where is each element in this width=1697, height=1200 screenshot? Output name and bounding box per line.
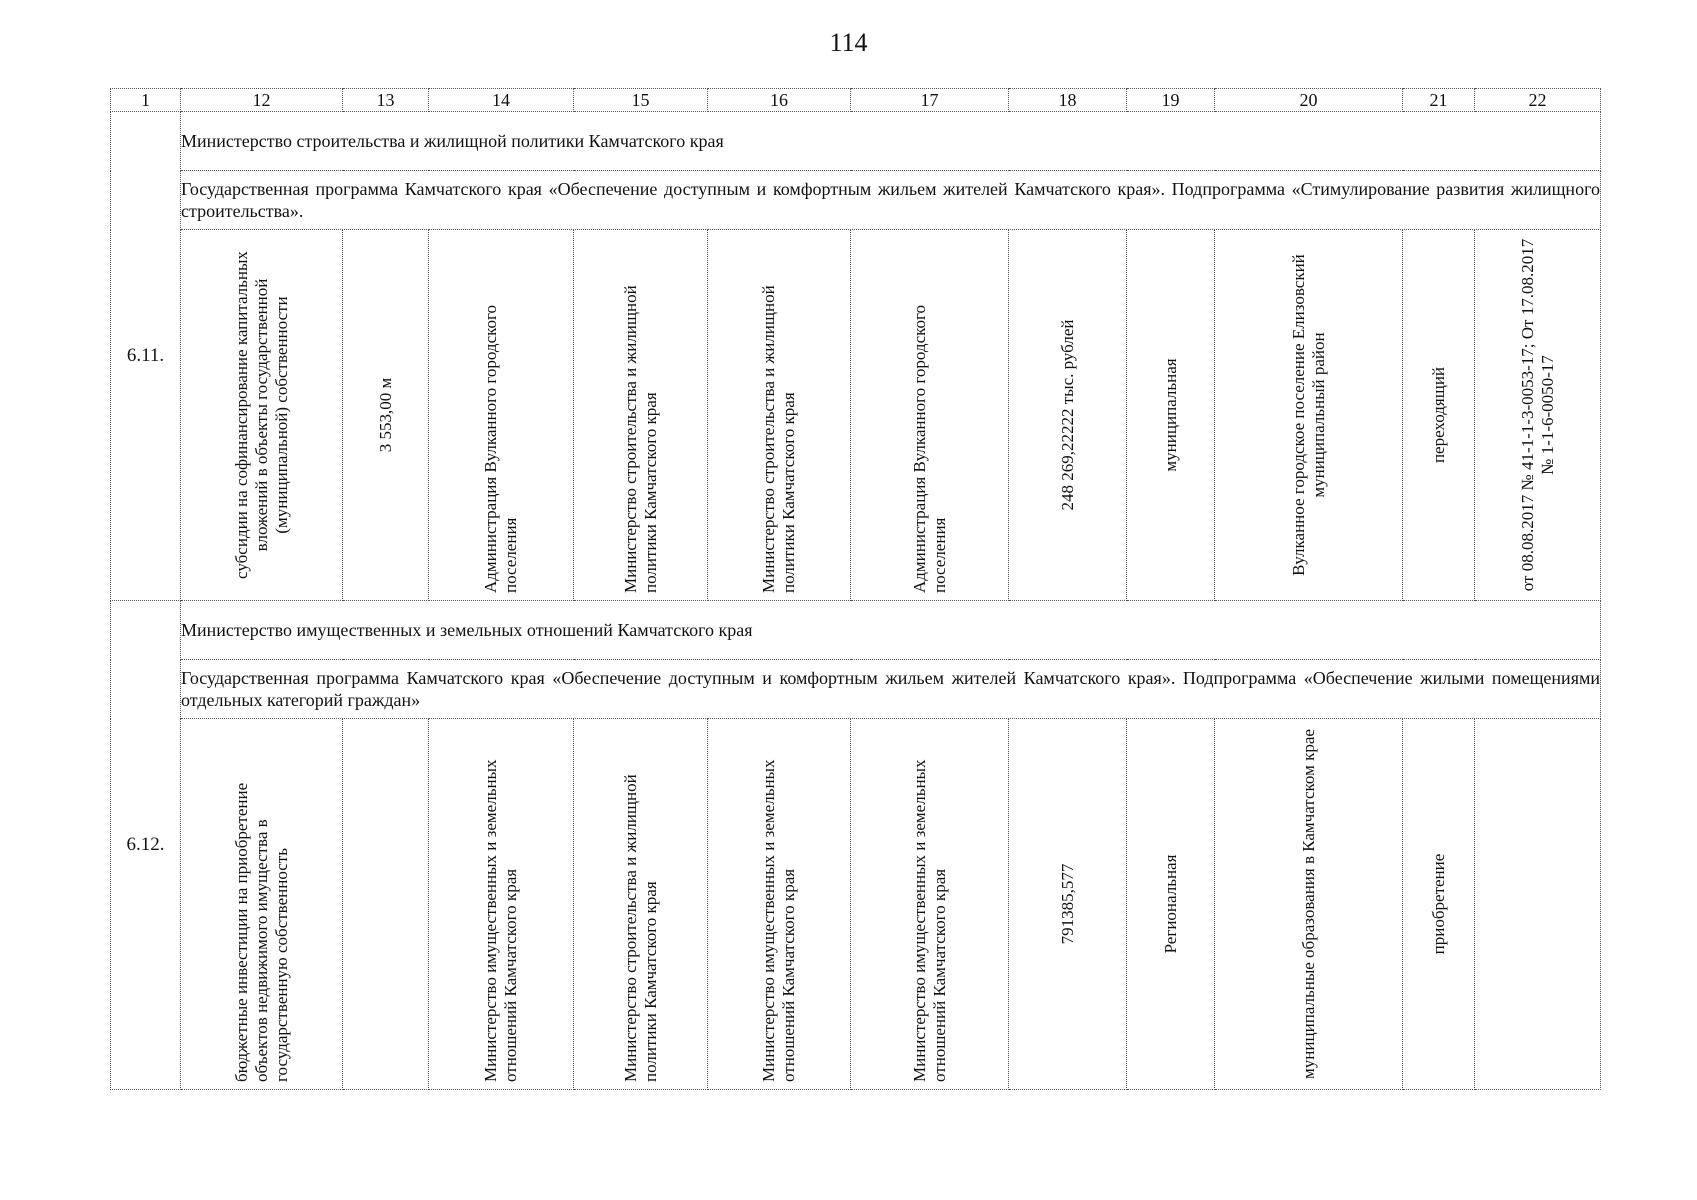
cell-ownership — [1127, 719, 1215, 1090]
cell-expertise — [1475, 719, 1601, 1090]
cell-expertise — [1475, 230, 1601, 601]
data-row — [111, 719, 1601, 1090]
cell-text: Министерство строительства и жилищной политики Камчатского края — [759, 285, 798, 593]
column-header: 20 — [1215, 89, 1403, 112]
cell-responsible — [708, 719, 851, 1090]
column-header: 18 — [1009, 89, 1127, 112]
column-header: 16 — [708, 89, 851, 112]
program-name: Государственная программа Камчатского края «Обеспечение доступным и комфортным жильем жителей Камчатского края». Подпрограмма «Обеспечение жилыми помещениями отдельных категорий граждан» — [181, 660, 1601, 719]
data-row — [111, 230, 1601, 601]
cell-ownership — [1127, 230, 1215, 601]
cell-text: 248 269,22222 тыс. рублей — [1057, 319, 1077, 511]
cell-cost — [1009, 230, 1127, 601]
cell-recipient — [851, 719, 1009, 1090]
column-header: 15 — [574, 89, 708, 112]
organization-row — [111, 601, 1601, 660]
cell-purpose — [181, 719, 343, 1090]
cell-text: Министерство имущественных и земельных отношений Камчатского края — [759, 759, 798, 1082]
cell-capacity — [343, 719, 429, 1090]
column-header-row — [111, 89, 1601, 112]
cell-text: субсидии на софинансирование капитальных вложений в объекты государственной (муниципальной) собственности — [231, 251, 291, 579]
cell-text: бюджетные инвестиции на приобретение объектов недвижимого имущества в государственную собственность — [231, 782, 291, 1082]
page-number: 114 — [829, 28, 868, 57]
register-table — [110, 88, 1601, 1090]
cell-text: Администрация Вулканного городского поселения — [481, 304, 520, 593]
cell-purpose — [181, 230, 343, 601]
cell-responsible — [708, 230, 851, 601]
column-header: 22 — [1475, 89, 1601, 112]
column-header: 14 — [429, 89, 574, 112]
row-number: 6.11. — [111, 112, 181, 601]
organization-name: Министерство строительства и жилищной политики Камчатского края — [181, 112, 1601, 171]
program-row — [111, 660, 1601, 719]
cell-text: муниципальные образования в Камчатском крае — [1298, 729, 1318, 1079]
cell-text: Министерство строительства и жилищной политики Камчатского края — [620, 285, 660, 593]
organization-row — [111, 112, 1601, 171]
cell-location — [1215, 230, 1403, 601]
cell-recipient — [851, 230, 1009, 601]
cell-text: Вулканное городское поселение Елизовский муниципальный район — [1288, 254, 1328, 576]
column-header: 19 — [1127, 89, 1215, 112]
cell-text: 791385,577 — [1057, 863, 1077, 945]
program-name: Государственная программа Камчатского края «Обеспечение доступным и комфортным жильем жителей Камчатского края». Подпрограмма «Стимулирование развития жилищного строительства». — [181, 171, 1601, 230]
cell-text: приобретение — [1428, 853, 1448, 955]
cell-text: от 08.08.2017 № 41-1-1-3-0053-17; От 17.08.2017 № 1-1-6-0050-17 — [1517, 238, 1557, 592]
row-number: 6.12. — [111, 601, 181, 1090]
cell-text: 3 553,00 м — [375, 377, 395, 453]
column-header: 13 — [343, 89, 429, 112]
column-header: 17 — [851, 89, 1009, 112]
cell-status — [1403, 719, 1475, 1090]
column-header: 12 — [181, 89, 343, 112]
cell-text: Региональная — [1160, 854, 1180, 954]
cell-status — [1403, 230, 1475, 601]
cell-administrator — [574, 230, 708, 601]
column-header: 21 — [1403, 89, 1475, 112]
cell-text: переходящий — [1428, 366, 1448, 464]
cell-text: муниципальная — [1160, 358, 1180, 472]
program-row — [111, 171, 1601, 230]
cell-cost — [1009, 719, 1127, 1090]
cell-text: Министерство имущественных и земельных отношений Камчатского края — [481, 759, 520, 1082]
cell-location — [1215, 719, 1403, 1090]
cell-customer — [429, 230, 574, 601]
cell-customer — [429, 719, 574, 1090]
cell-capacity — [343, 230, 429, 601]
cell-administrator — [574, 719, 708, 1090]
organization-name: Министерство имущественных и земельных отношений Камчатского края — [181, 601, 1601, 660]
column-header: 1 — [111, 89, 181, 112]
cell-text: Министерство строительства и жилищной политики Камчатского края — [620, 774, 660, 1082]
cell-text: Министерство имущественных и земельных отношений Камчатского края — [909, 759, 949, 1082]
cell-text: Администрация Вулканного городского поселения — [909, 304, 949, 593]
